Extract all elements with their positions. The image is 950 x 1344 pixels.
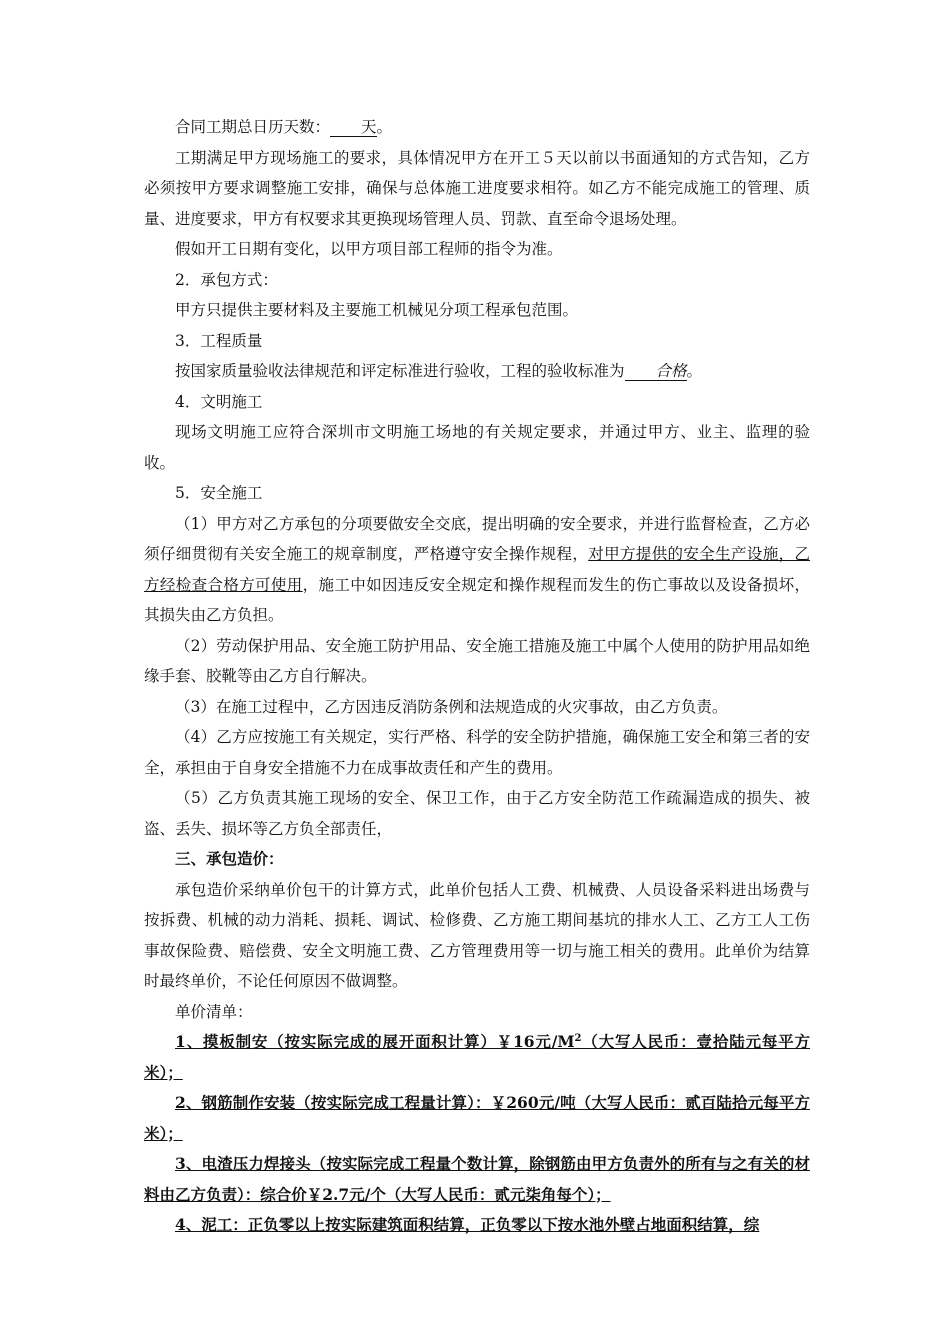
duration-label: 合同工期总日历天数： [175, 118, 331, 136]
quality-suffix: 。 [686, 362, 703, 380]
quality-line [144, 356, 810, 387]
quality-label: 按国家质量验收法律规范和评定标准进行验收，工程的验收标准为 [175, 362, 625, 380]
price-item-1 [144, 1027, 810, 1088]
quality-standard-value: 合格 [625, 363, 687, 381]
duration-line [144, 112, 810, 143]
duration-suffix: 。 [376, 118, 393, 136]
heading-price: 三、承包造价： [175, 849, 284, 868]
safety-item-1-text-a: （1）甲方对乙方承包的分项要做安全交底，提出明确的安全要求，并进行监督检查，乙方必须仔细贯彻有关安全施工的规章制度，严格遵守安全操作规程， [144, 514, 810, 563]
price-item-1-text: 1、摸板制安（按实际完成的展开面积计算）￥16元/M [175, 1032, 575, 1051]
heading-civil: 4．文明施工 [175, 392, 263, 411]
paragraph-civil: 现场文明施工应符合深圳市文明施工场地的有关规定要求，并通过甲方、业主、监理的验收。 [144, 423, 810, 472]
price-item-1-text-b: （大写人民币：壹拾陆元每平方米）； [144, 1032, 810, 1082]
paragraph-schedule: 工期满足甲方现场施工的要求，具体情况甲方在开工５天以前以书面通知的方式告知，乙方必须按甲方要求调整施工安排，确保与总体施工进度要求相符。如乙方不能完成施工的管理、质量、进度要求，甲方有权要求其更换现场管理人员、罚款、直至命令退场处理。 [144, 148, 810, 228]
price-list-label: 单价清单： [175, 1002, 253, 1021]
safety-item-1-underlined: 对甲方提供的安全生产设施，乙方经检查合格方可使用 [144, 545, 810, 594]
heading-quality: 3．工程质量 [175, 331, 263, 350]
price-item-4: 4、泥工：正负零以上按实际建筑面积结算，正负零以下按水池外壁占地面积结算，综 [175, 1215, 760, 1234]
safety-item-1-text-b: ，施工中如因违反安全规定和操作规程而发生的伤亡事故以及设备损坏，其损失由乙方负担。 [144, 575, 810, 624]
heading-safety: 5．安全施工 [175, 484, 263, 502]
price-item-2: 2、钢筋制作安装（按实际完成工程量计算）：￥260元/吨（大写人民币：贰百陆拾元每平方米）； [144, 1093, 810, 1143]
safety-item-1 [144, 509, 810, 631]
heading-contract-mode: 2．承包方式： [175, 270, 278, 289]
paragraph-price: 承包造价采纳单价包干的计算方式，此单价包括人工费、机械费、人员设备采料进出场费与按拆费、机械的动力消耗、损耗、调试、检修费、乙方施工期间基坑的排水人工、乙方工人工伤事故保险费、赔偿费、安全文明施工费、乙方管理费用等一切与施工相关的费用。此单价为结算时最终单价，不论任何原因不做调整。 [144, 880, 810, 990]
price-item-3: 3、电渣压力焊接头（按实际完成工程量个数计算，除钢筋由甲方负责外的所有与之有关的材料由乙方负责）：综合价￥2.7元/个（大写人民币：贰元柒角每个）； [144, 1154, 810, 1204]
document-body [144, 112, 810, 1241]
safety-item-3: （3）在施工过程中，乙方因违反消防条例和法规造成的火灾事故，由乙方负责。 [175, 697, 728, 716]
safety-item-5: （5）乙方负责其施工现场的安全、保卫工作，由于乙方安全防范工作疏漏造成的损失、被盗、丢失、损坏等乙方负全部责任， [144, 789, 810, 838]
paragraph-contract-mode: 甲方只提供主要材料及主要施工机械见分项工程承包范围。 [175, 301, 579, 319]
paragraph-start-change: 假如开工日期有变化，以甲方项目部工程师的指令为准。 [175, 240, 563, 258]
price-item-1-superscript: 2 [574, 1032, 582, 1044]
safety-item-4: （4）乙方应按施工有关规定，实行严格、科学的安全防护措施，确保施工安全和第三者的安全，承担由于自身安全措施不力在成事故责任和产生的费用。 [144, 728, 810, 777]
safety-item-2: （2）劳动保护用品、安全施工防护用品、安全施工措施及施工中属个人使用的防护用品如绝缘手套、胶靴等由乙方自行解决。 [144, 636, 810, 685]
duration-blank: 天 [330, 119, 377, 137]
